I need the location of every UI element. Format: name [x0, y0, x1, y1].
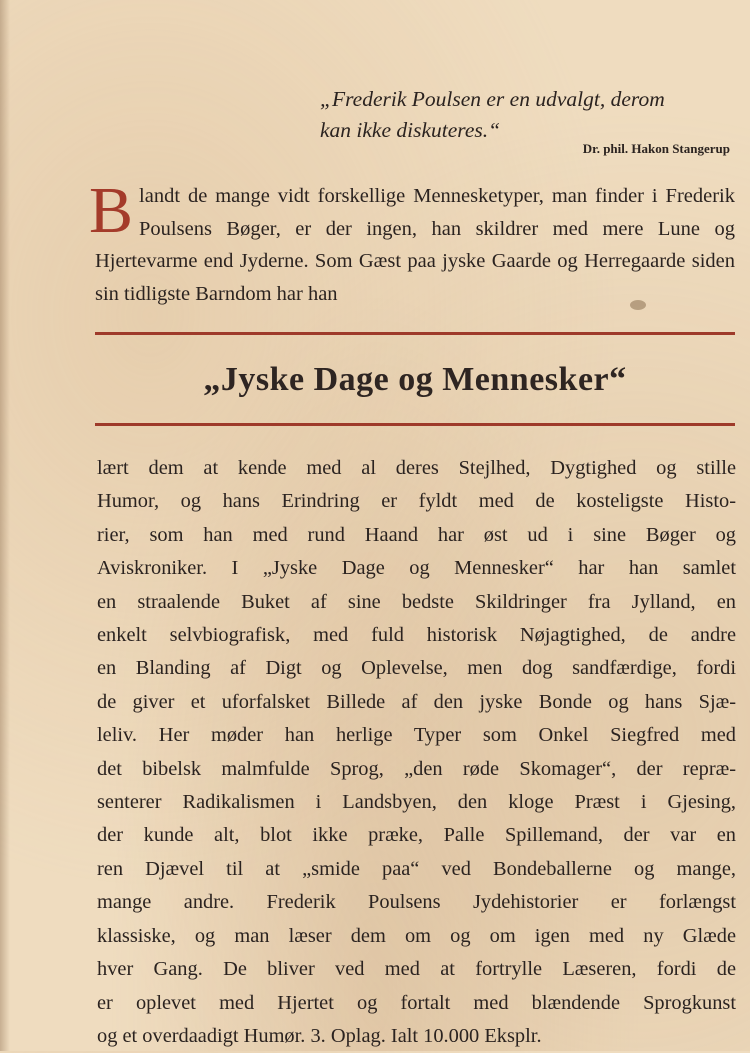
body-line: ren Djævel til at „smide paa“ ved Bondeballerne og mange, — [97, 857, 736, 880]
body-line: en Blanding af Digt og Oplevelse, men dog sandfærdige, fordi — [97, 657, 736, 680]
body-line: er oplevet med Hjertet og fortalt med blændende Sprogkunst — [97, 991, 736, 1014]
body-line: og et overdaadigt Humør. 3. Oplag. Ialt 10.000 Eksplr. — [97, 1024, 542, 1047]
intro-text: landt de mange vidt forskellige Mennesketyper, man finder i Frederik Poulsens Bøger, er der ingen, han skildrer med mere Lune og Hjertevarme end Jyderne. Som Gæst paa jyske Gaarde og Herregaarde siden sin tidligste Barndom har han — [95, 185, 735, 305]
book-title: „Jyske Dage og Mennesker“ — [203, 361, 627, 398]
epigraph-quote — [320, 84, 720, 146]
body-line: senterer Radikalismen i Landsbyen, den kloge Præst i Gjesing, — [97, 791, 736, 814]
title-rule-top — [95, 332, 735, 335]
body-line: Aviskroniker. I „Jyske Dage og Mennesker“ har han samlet — [97, 557, 736, 580]
body-line: det bibelsk malmfulde Sprog, „den røde Skomager“, der repræ- — [97, 757, 736, 780]
body-line: de giver et uforfalsket Billede af den jyske Bonde og hans Sjæ- — [97, 690, 736, 713]
page-edge-shadow — [0, 0, 10, 1051]
body-paragraph — [97, 452, 736, 1053]
quote-line-2: kan ikke diskuteres.“ — [320, 118, 501, 142]
body-line: rier, som han med rund Haand har øst ud i sine Bøger og — [97, 523, 736, 546]
body-line: leliv. Her møder han herlige Typer som Onkel Siegfred med — [97, 724, 736, 747]
intro-paragraph — [89, 174, 735, 310]
quote-author: Dr. phil. Hakon Stangerup — [582, 141, 730, 156]
body-line: hver Gang. De bliver ved med at fortrylle Læseren, fordi de — [97, 958, 736, 981]
body-line: en straalende Buket af sine bedste Skildringer fra Jylland, en — [97, 590, 736, 613]
drop-cap: B — [89, 174, 134, 247]
body-line: lært dem at kende med al deres Stejlhed, Dygtighed og stille — [97, 457, 736, 479]
body-line: der kunde alt, blot ikke præke, Palle Spillemand, der var en — [97, 824, 736, 847]
body-line: Humor, og hans Erindring er fyldt med de kosteligste Histo- — [97, 490, 736, 513]
body-line: klassiske, og man læser dem om og om igen med ny Glæde — [97, 924, 736, 947]
title-rule-bottom — [95, 423, 735, 426]
body-line: enkelt selvbiografisk, med fuld historisk Nøjagtighed, de andre — [97, 624, 736, 647]
body-line: mange andre. Frederik Poulsens Jydehistorier er forlængst — [97, 891, 736, 914]
quote-line-1: „Frederik Poulsen er en udvalgt, derom — [320, 87, 665, 111]
